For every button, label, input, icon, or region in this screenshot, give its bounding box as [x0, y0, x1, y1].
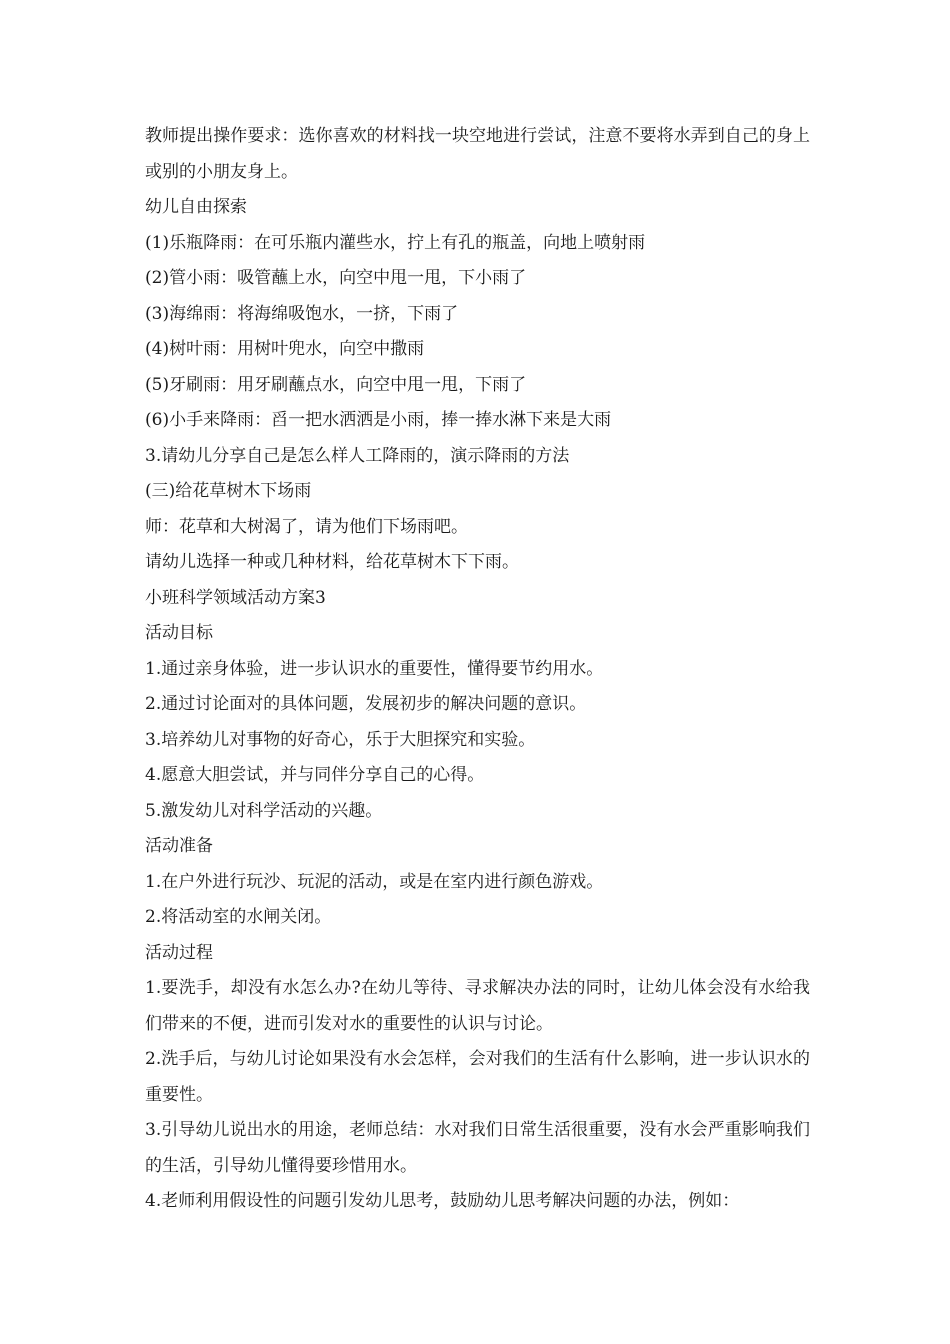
goal-item: 5.激发幼儿对科学活动的兴趣。	[145, 800, 383, 821]
process-item: 1.要洗手，却没有水怎么办?在幼儿等待、寻求解决办法的同时，让幼儿体会没有水给我们带来的不便，进而引发对水的重要性的认识与讨论。	[145, 978, 810, 1034]
goal-item: 2.通过讨论面对的具体问题，发展初步的解决问题的意识。	[145, 694, 587, 714]
heading-activity-process: 活动过程	[145, 942, 213, 963]
goal-item: 4.愿意大胆尝试，并与同伴分享自己的心得。	[145, 765, 485, 785]
process-item: 3.引导幼儿说出水的用途，老师总结：水对我们日常生活很重要，没有水会严重影响我们的生活，引导幼儿懂得要珍惜用水。	[145, 1120, 810, 1176]
process-item: 4.老师利用假设性的问题引发幼儿思考，鼓励幼儿思考解决问题的办法，例如：	[145, 1191, 740, 1211]
paragraph-teacher-prompt: 师：花草和大树渴了，请为他们下场雨吧。	[145, 516, 468, 537]
goal-item: 1.通过亲身体验，进一步认识水的重要性，懂得要节约用水。	[145, 658, 604, 679]
process-item: 2.洗手后，与幼儿讨论如果没有水会怎样，会对我们的生活有什么影响，进一步认识水的重要性。	[145, 1049, 810, 1105]
paragraph-operation-requirements: 教师提出操作要求：选你喜欢的材料找一块空地进行尝试，注意不要将水弄到自己的身上或别的小朋友身上。	[145, 126, 810, 182]
heading-activity-goals: 活动目标	[145, 623, 213, 643]
paragraph-share-method: 3.请幼儿分享自己是怎么样人工降雨的，演示降雨的方法	[145, 445, 570, 466]
paragraph-hand-rain: (6)小手来降雨：舀一把水洒洒是小雨，捧一捧水淋下来是大雨	[145, 410, 612, 430]
paragraph-sponge-rain: (3)海绵雨：将海绵吸饱水，一挤，下雨了	[145, 303, 459, 324]
section-heading-rain-for-plants: (三)给花草树木下场雨	[145, 481, 312, 501]
preparation-item: 2.将活动室的水闸关闭。	[145, 907, 332, 927]
goal-item: 3.培养幼儿对事物的好奇心，乐于大胆探究和实验。	[145, 729, 536, 750]
paragraph-choose-materials: 请幼儿选择一种或几种材料，给花草树木下下雨。	[145, 552, 519, 572]
paragraph-straw-rain: (2)管小雨：吸管蘸上水，向空中甩一甩，下小雨了	[145, 268, 527, 288]
document-page	[145, 119, 810, 1220]
heading-activity-preparation: 活动准备	[145, 836, 213, 856]
preparation-item: 1.在户外进行玩沙、玩泥的活动，或是在室内进行颜色游戏。	[145, 871, 604, 892]
paragraph-bottle-rain: (1)乐瓶降雨：在可乐瓶内灌些水，拧上有孔的瓶盖，向地上喷射雨	[145, 232, 646, 253]
paragraph-free-exploration: 幼儿自由探索	[145, 197, 247, 217]
paragraph-toothbrush-rain: (5)牙刷雨：用牙刷蘸点水，向空中甩一甩，下雨了	[145, 374, 527, 395]
document-section-title: 小班科学领域活动方案3	[145, 587, 326, 608]
paragraph-leaf-rain: (4)树叶雨：用树叶兜水，向空中撒雨	[145, 339, 425, 359]
